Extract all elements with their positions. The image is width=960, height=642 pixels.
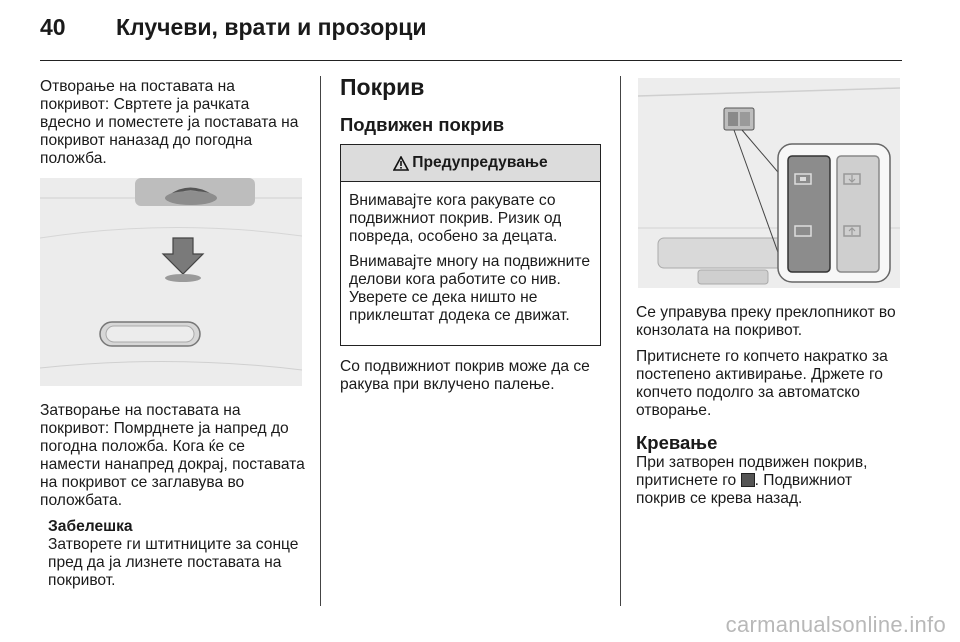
sunroof-switch-illustration [638, 78, 900, 288]
col3-para3-after: . Подвижниот покрив се крева назад. [636, 472, 853, 507]
note-title: Забелешка [48, 518, 133, 535]
watermark: carmanualsonline.info [725, 612, 946, 637]
column-divider-2 [620, 76, 621, 606]
col2-para-block [340, 358, 605, 394]
note-text: Затворете ги штитниците за сонце пред да ја лизнете поставата на покривот. [48, 536, 299, 589]
sunroof-switch-drawing [638, 78, 900, 288]
header-rule [40, 60, 902, 61]
chapter-title: Клучеви, врати и прозорци [116, 14, 427, 40]
subsection-title: Подвижен покрив [340, 114, 505, 135]
col3-para3-before: При затворен подвижен покрив, притиснете го [636, 454, 868, 489]
note-block [40, 518, 305, 590]
sunshade-drawing [40, 178, 302, 386]
warning-icon [393, 156, 409, 171]
page-number: 40 [40, 14, 66, 40]
col1-para2: Затворање на поставата на покривот: Помрднете ја напред до погодна положба. Кога ќе се намести нанапред докрај, поставата на покривот се заглавува во положбата. [40, 402, 305, 509]
col3-text-block [636, 304, 904, 508]
section-title: Покрив [340, 74, 425, 100]
col2-para: Со подвижниот покрив може да се ракува при вклучено палење. [340, 358, 590, 393]
warning-body [341, 182, 600, 325]
page-header [40, 14, 427, 41]
col1-para1-block [40, 78, 302, 168]
tilt-button-icon [741, 473, 755, 487]
warning-header [341, 145, 600, 182]
column-divider-1 [320, 76, 321, 606]
col3-subheading: Кревање [636, 432, 718, 453]
warning-text-2: Внимавајте многу на подвижните делови кога работите со нив. Уверете се дека ништо не приклештат додека се движат. [349, 253, 591, 324]
warning-title: Предупредување [412, 154, 548, 171]
col1-para2-block [40, 402, 305, 590]
sunshade-illustration [40, 178, 302, 386]
col3-para1: Се управува преку преклопникот во конзолата на покривот. [636, 304, 896, 339]
col1-para1: Отворање на поставата на покривот: Свртете ја рачката вдесно и поместете ја поставата на покривот наназад до погодна положба. [40, 78, 299, 167]
warning-box [340, 144, 601, 346]
warning-text-1: Внимавајте кога ракувате со подвижниот покрив. Ризик од повреда, особено за децата. [349, 192, 562, 245]
col3-para2: Притиснете го копчето накратко за постепено активирање. Држете го копчето подолго за автоматско отворање. [636, 348, 888, 419]
